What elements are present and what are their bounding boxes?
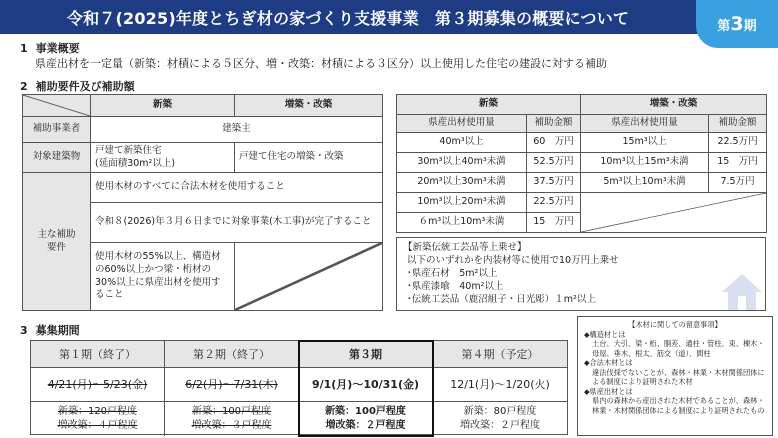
period-quota (433, 402, 567, 433)
section1-heading (20, 40, 80, 56)
notes-title: 【木材に関しての留意事項】 (628, 320, 722, 329)
house-icon (718, 270, 766, 314)
notes-heading: ◆合法木材とは (584, 358, 633, 367)
renov-empty-cell (581, 193, 767, 233)
period-dates: 6/2(月)～7/31(木) (165, 368, 298, 402)
new-amount-cell: 52.5万円 (527, 153, 581, 173)
new-amount-header: 補助金額 (527, 115, 581, 133)
req-col-new: 新築 (91, 95, 235, 117)
target-new (91, 143, 235, 173)
renov-volume-header: 県産出材使用量 (581, 115, 709, 133)
timber-notes (577, 316, 773, 436)
section2-heading (20, 78, 135, 94)
amount-col-renov: 増築・改築 (581, 95, 767, 115)
period-name: 第３期 (299, 341, 432, 368)
supplement-box (396, 237, 766, 311)
header-bar (0, 0, 778, 34)
period-new-quota: 新築：100戸程度 (191, 406, 272, 417)
req-col-renov: 増築・改築 (235, 95, 383, 117)
renov-amount-cell: 15 万円 (709, 153, 767, 173)
renov-volume-cell: 10m³以上15m³未満 (581, 153, 709, 173)
new-volume-cell: 20m³以上30m³未満 (397, 173, 527, 193)
period-renov-quota: 増改築：３戸程度 (191, 420, 272, 431)
renov-volume-cell: 15m³以上 (581, 133, 709, 153)
main-req-label-2: 要件 (46, 241, 66, 253)
current-period-highlight (298, 340, 434, 437)
new-volume-cell: 10m³以上20m³未満 (397, 193, 527, 213)
period-name: 第１期（終了） (31, 341, 164, 368)
period-dates: 12/1(月)～1/20(火) (433, 368, 567, 402)
period-dates: 4/21(月)～5/23(金) (31, 368, 164, 402)
section3-heading (20, 322, 80, 338)
period-table (30, 340, 568, 435)
new-volume-cell: 40m³以上 (397, 133, 527, 153)
notes-heading: ◆県産出材とは (584, 386, 633, 396)
req-completion-date: 令和８(2026)年３月６日までに対象事業(木工事)が完了すること (91, 203, 383, 243)
main-req-label (23, 173, 91, 311)
notes-body: 土台、大引、梁・桁、胴差、通柱・管柱、束、棟木・母屋、垂木、根太、筋交（道）、間柱 (592, 339, 765, 358)
amount-col-new: 新築 (397, 95, 581, 115)
amount-table (396, 94, 767, 233)
notes-body: 県内の森林から産出された木材であることが、森林・林業・木材関係団体による制度により証明されたもの (592, 396, 765, 415)
period-name: 第２期（終了） (165, 341, 298, 368)
req-renov-empty (235, 243, 383, 311)
period-dates: 9/1(月)～10/31(金) (299, 368, 432, 402)
renov-amount-cell: 22.5万円 (709, 133, 767, 153)
period-quota (165, 402, 298, 433)
phase-number: 3 (730, 13, 744, 35)
period-1 (31, 341, 165, 436)
notes-heading: ◆構造材とは (584, 329, 626, 339)
new-volume-header: 県産出材使用量 (397, 115, 527, 133)
period-new-quota: 新築：80戸程度 (463, 406, 537, 417)
section3-title: 募集期間 (35, 324, 80, 337)
req-legal-timber: 使用木材のすべてに合法木材を使用すること (91, 173, 383, 203)
period-name: 第４期（予定） (433, 341, 567, 368)
period-quota (31, 402, 164, 433)
period-renov-quota: 増改築：４戸程度 (57, 420, 138, 431)
renov-amount-cell: 7.5万円 (709, 173, 767, 193)
main-req-label-1: 主な補助 (37, 228, 76, 240)
section3-number: 3 (20, 324, 28, 337)
period-2 (165, 341, 299, 436)
phase-label: 第 (717, 19, 731, 34)
target-new-line1: 戸建て新築住宅 (95, 144, 162, 156)
new-volume-cell: ６m³以上10m³未満 (397, 213, 527, 233)
new-amount-cell: 37.5万円 (527, 173, 581, 193)
page-title: 令和７(2025)年度とちぎ材の家づくり支援事業 第３期募集の概要について (66, 9, 630, 28)
target-new-line2: (延面積30m²以上) (95, 157, 176, 169)
section2-title: 補助要件及び補助額 (35, 80, 135, 93)
renov-amount-header: 補助金額 (709, 115, 767, 133)
period-new-quota: 新築：120戸程度 (57, 406, 138, 417)
target-renov: 戸建て住宅の増築・改築 (235, 143, 383, 173)
req-prefectural-timber: 使用木材の55%以上、構造材の60%以上かつ梁・桁材の30%以上に県産出材を使用すること (91, 243, 235, 311)
target-label: 対象建築物 (23, 143, 91, 173)
operator-label: 補助事業者 (23, 117, 91, 143)
period-renov-quota: 増改築：２戸程度 (460, 420, 540, 431)
new-amount-cell: 60 万円 (527, 133, 581, 153)
requirements-table (22, 94, 383, 311)
supplement-title: 【新築伝統工芸品等上乗せ】 (403, 242, 527, 253)
period-new-quota: 新築：100戸程度 (325, 406, 406, 417)
section1-title: 事業概要 (35, 42, 80, 55)
phase-suffix: 期 (743, 19, 757, 34)
section2-number: 2 (20, 80, 28, 93)
supplement-item: ･県産漆喰 40m²以上 (407, 281, 504, 293)
new-amount-cell: 22.5万円 (527, 193, 581, 213)
section1-body: 県産出材を一定量（新築：材積による５区分、増・改築：材積による３区分）以上使用した住宅の建設に対する補助 (35, 57, 607, 70)
new-volume-cell: 30m³以上40m³未満 (397, 153, 527, 173)
supplement-item: ･伝統工芸品（鹿沼組子・日光彫）１m²以上 (407, 294, 596, 306)
section1-number: 1 (20, 42, 28, 55)
period-renov-quota: 増改築：２戸程度 (325, 420, 406, 431)
phase-badge (696, 0, 778, 48)
renov-volume-cell: 5m³以上10m³未満 (581, 173, 709, 193)
corner-cell (23, 95, 91, 117)
new-amount-cell: 15 万円 (527, 213, 581, 233)
supplement-item: ･県産石材 5m²以上 (407, 268, 498, 280)
notes-body: 違法伐採でないことが、森林・林業・木材関係団体による制度により証明された木材 (592, 367, 765, 386)
period-4 (433, 341, 567, 436)
operator-value: 建築主 (91, 117, 383, 143)
supplement-intro: 以下のいずれかを内装材等に使用で10万円上乗せ (407, 255, 619, 267)
